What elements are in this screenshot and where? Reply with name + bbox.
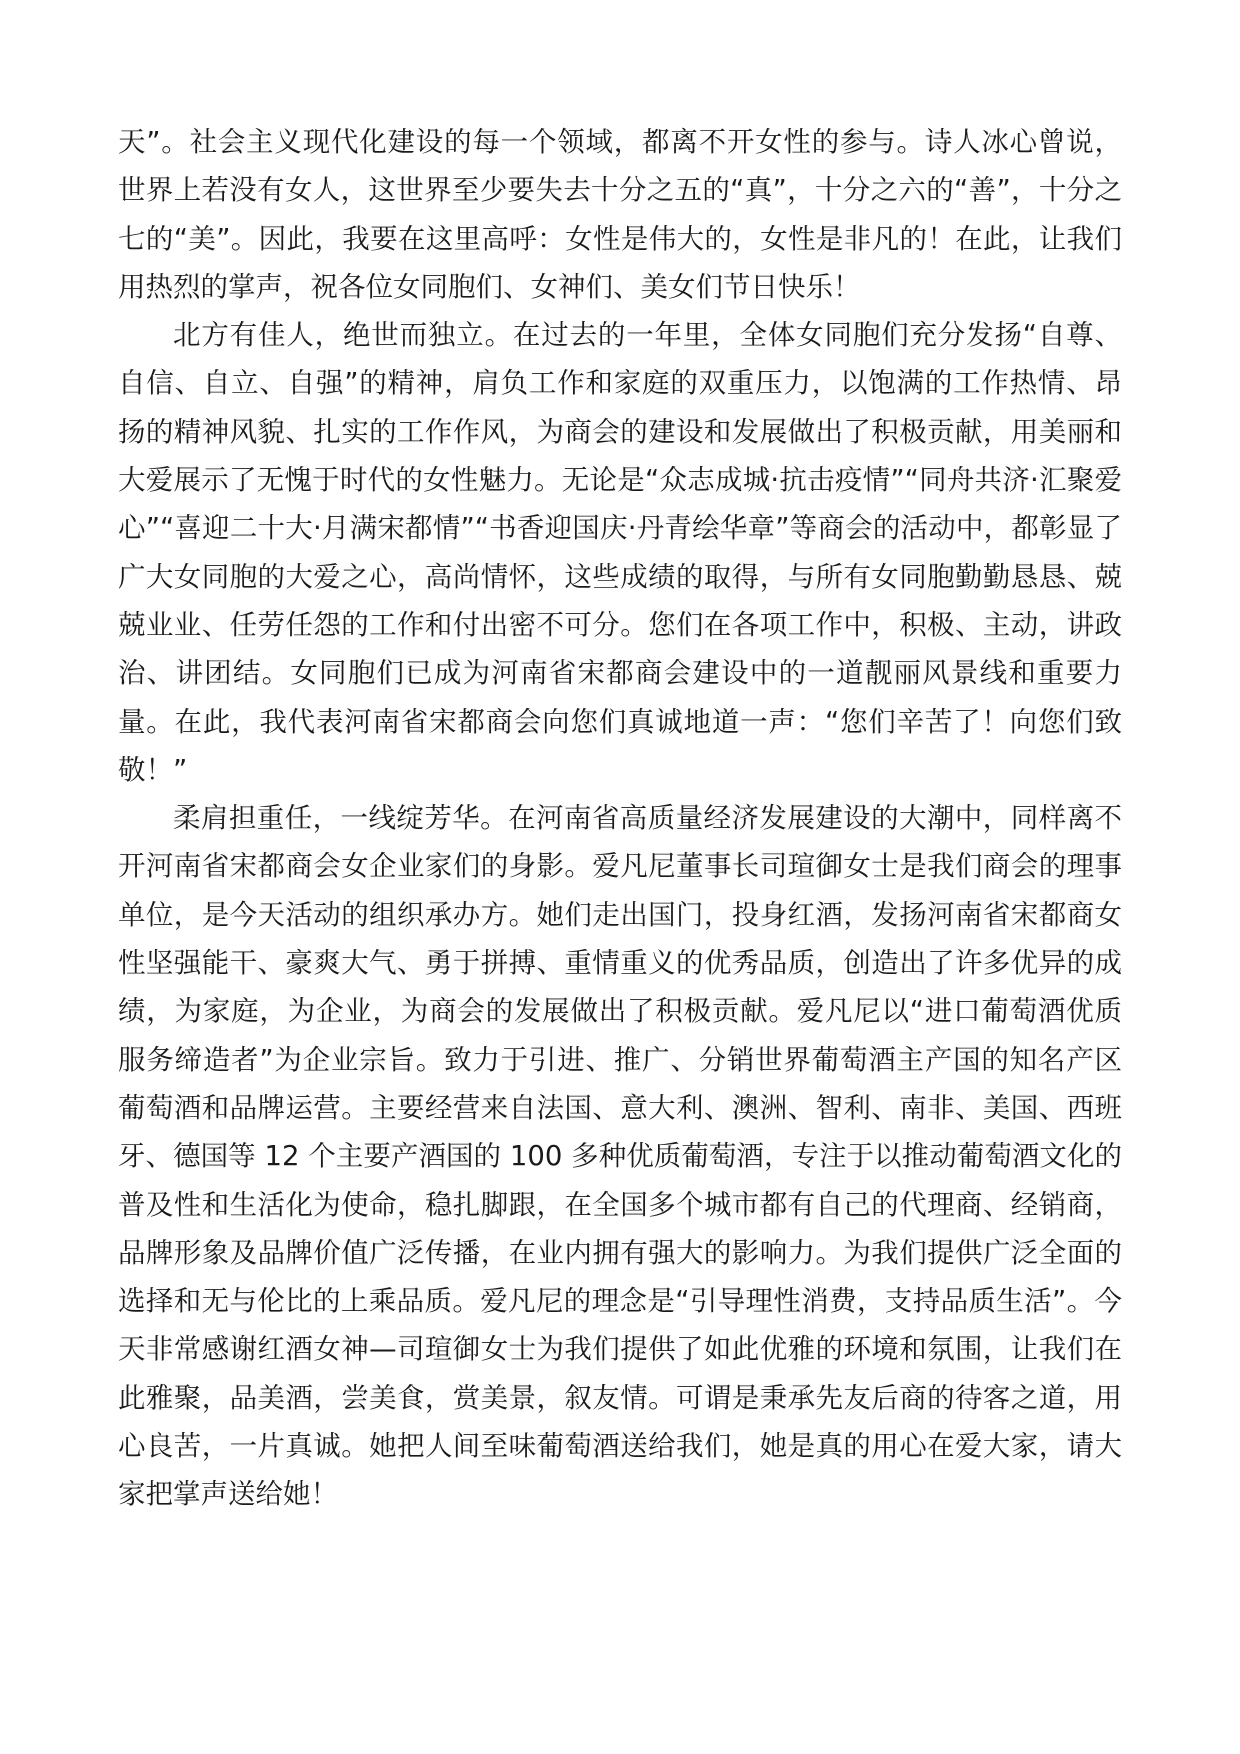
paragraph-gentle-shoulders: 柔肩担重任，一线绽芳华。在河南省高质量经济发展建设的大潮中，同样离不开河南省宋都商会女企业家们的身影。爱凡尼董事长司瑄御女士是我们商会的理事单位，是今天活动的组织承办方。她们走出国门，投身红酒，发扬河南省宋都商女性坚强能干、豪爽大气、勇于拼搏、重情重义的优秀品质，创造出了许多优异的成绩，为家庭，为企业，为商会的发展做出了积极贡献。爱凡尼以“进口葡萄酒优质服务缔造者”为企业宗旨。致力于引进、推广、分销世界葡萄酒主产国的知名产区葡萄酒和品牌运营。主要经营来自法国、意大利、澳洲、智利、南非、美国、西班牙、德国等 12 个主要产酒国的 100 多种优质葡萄酒，专注于以推动葡萄酒文化的普及性和生活化为使命，稳扎脚跟，在全国多个城市都有自己的代理商、经销商，品牌形象及品牌价值广泛传播，在业内拥有强大的影响力。为我们提供广泛全面的选择和无与伦比的上乘品质。爱凡尼的理念是“引导理性消费，支持品质生活”。今天非常感谢红酒女神—司瑄御女士为我们提供了如此优雅的环境和氛围，让我们在此雅聚，品美酒，尝美食，赏美景，叙友情。可谓是秉承先友后商的待客之道，用心良苦，一片真诚。她把人间至味葡萄酒送给我们，她是真的用心在爱大家，请大家把掌声送给她！: [118, 802, 1122, 1511]
paragraph-northern-beauty: 北方有佳人，绝世而独立。在过去的一年里，全体女同胞们充分发扬“自尊、自信、自立、自强”的精神，肩负工作和家庭的双重压力，以饱满的工作热情、昂扬的精神风貌、扎实的工作作风，为商会的建设和发展做出了积极贡献，用美丽和大爱展示了无愧于时代的女性魅力。无论是“众志成城·抗击疫情”“同舟共济·汇聚爱心”“喜迎二十大·月满宋都情”“书香迎国庆·丹青绘华章”等商会的活动中，都彰显了广大女同胞的大爱之心，高尚情怀，这些成绩的取得，与所有女同胞勤勤恳恳、兢兢业业、任劳任怨的工作和付出密不可分。您们在各项工作中，积极、主动，讲政治、讲团结。女同胞们已成为河南省宋都商会建设中的一道靓丽风景线和重要力量。在此，我代表河南省宋都商会向您们真诚地道一声：“您们辛苦了！向您们致敬！”: [118, 319, 1122, 786]
paragraph-continued: 天”。社会主义现代化建设的每一个领域，都离不开女性的参与。诗人冰心曾说，世界上若没有女人，这世界至少要失去十分之五的“真”，十分之六的“善”，十分之七的“美”。因此，我要在这里高呼：女性是伟大的，女性是非凡的！在此，让我们用热烈的掌声，祝各位女同胞们、女神们、美女们节日快乐！: [118, 126, 1122, 303]
document-body: [118, 118, 1122, 1519]
